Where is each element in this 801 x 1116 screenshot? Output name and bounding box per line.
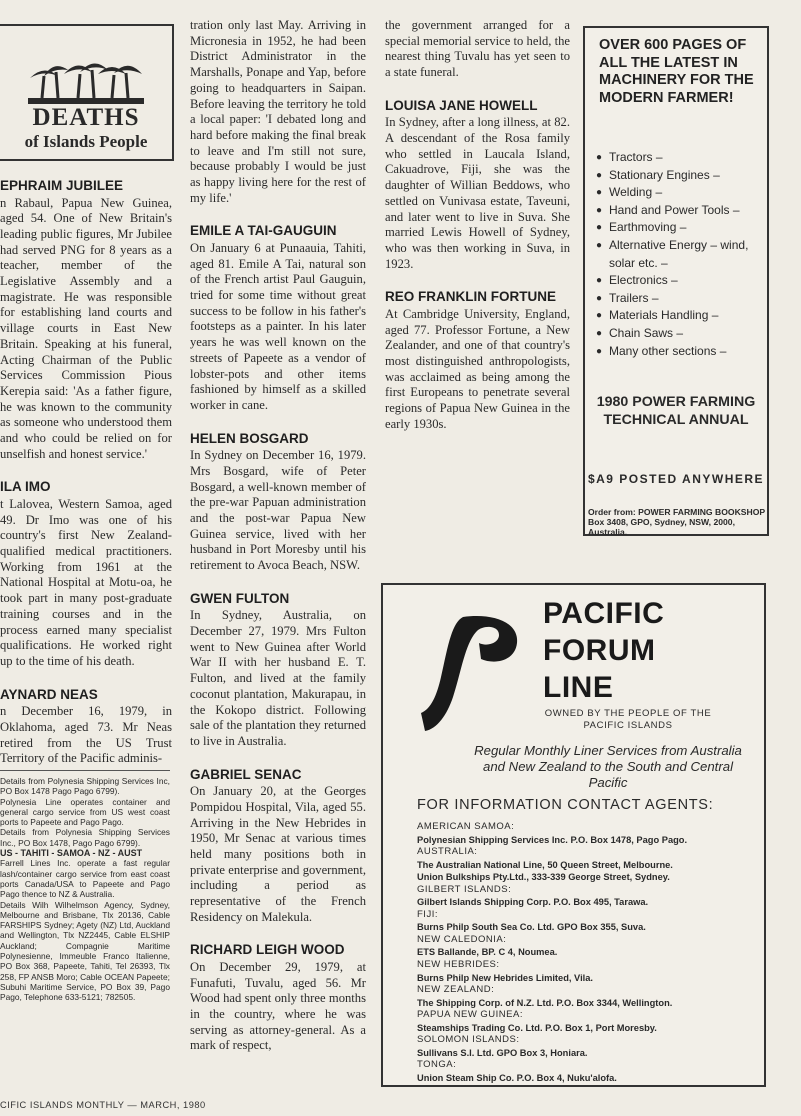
- obituary-text: tration only last May. Arriving in Micronesia in 1952, he had been District Administrator in the Marshalls, Ponape and Yap, before going to headquarters in Saipan. Before leaving the territory he told a local paper: 'I debated long and hard before making the final break to leave and I'm still not sure, because probably I would be just as happy living here for the rest of my life.': [190, 18, 366, 205]
- agent-country: NEW ZEALAND:: [417, 984, 495, 996]
- obituary-text: On December 29, 1979, at Funafuti, Tuvalu, aged 56. Mr Wood had spent only three months in the country, where he was serving as attorney-general. As a mark of respect,: [190, 959, 366, 1053]
- obituary-text: n Rabaul, Papua New Guinea, aged 54. One of New Britain's leading public figures, Mr Jubilee had served PNG for 8 years as a teacher, member of the Legislative Assembly and a magistrate. He was responsible for establishing land courts and village courts in East New Britain. Speaking at his funeral, Acting Chairman of the Public Services Commission Pious Kerepia said: 'As a father figure, he was known to the community as someone who understood them and who could be relied on for unselfish and honest service.': [0, 195, 172, 461]
- agent-list: [417, 821, 762, 1084]
- agent-entry: [417, 1009, 762, 1034]
- shipping-note: Polynesia Line operates container and general cargo service from US west coast ports to Papeete and Pago Pago.: [0, 796, 170, 828]
- obituary: [190, 942, 366, 1054]
- obituary-name: GWEN FULTON: [190, 590, 290, 606]
- shipping-note: Details Wilh Wilhelmson Agency, Sydney, Melbourne and Brisbane, Tlx 20136, Cable FARSHIPS Sydney; Agety (NZ) Ltd, Auckland and Wellington, Tlx NZ2445, Cable ELSHIP Auckland; Compagnie Maritime Polynesienne, Immeuble Franco Italienne, PO Box 368, Papeete, Tahiti, Tel 26393, Tlx 258, FP ANSB Moro; Cable OCEAN Papeete; Subuhi Maritime Service, PO Box 39, Pago Pago, Telephone 633-5121; 782505.: [0, 899, 170, 1003]
- agent-address: Gilbert Islands Shipping Corp. P.O. Box 495, Tarawa.: [417, 897, 649, 908]
- obituary-name: GABRIEL SENAC: [190, 766, 302, 782]
- deaths-subtitle: of Islands People: [24, 132, 148, 151]
- obituary-text: In Sydney, Australia, on December 27, 1979. Mrs Fulton went to New Guinea after World War II with her husband E. T. Fulton, and lived at the family coconut plantation, Makurapau, in the Kokopo district. Following sale of the plantation they returned to live in Australia.: [190, 608, 366, 748]
- shipping-note: Farrell Lines Inc. operate a fast regular lash/container cargo service from east coast ports Canada/USA to Papeete and Pago Pago thence to NZ & Australia.: [0, 858, 170, 900]
- deaths-header: [0, 24, 174, 161]
- list-item: ● Earthmoving –: [596, 219, 768, 237]
- obituary-name: RICHARD LEIGH WOOD: [190, 942, 345, 958]
- agent-country: FIJI:: [417, 908, 438, 920]
- obituary: [385, 289, 570, 432]
- company-name-line: PACIFIC: [543, 597, 665, 630]
- agent-country: AUSTRALIA:: [417, 846, 478, 858]
- list-item: ● Stationary Engines –: [596, 167, 768, 185]
- agent-address: The Shipping Corp. of N.Z. Ltd. P.O. Box 3344, Wellington.: [417, 997, 673, 1008]
- agent-address: Union Bulkships Pty.Ltd., 333-339 George Street, Sydney.: [417, 872, 670, 883]
- list-item: ● Materials Handling –: [596, 307, 768, 325]
- obituary-name: ILA IMO: [0, 479, 51, 495]
- agent-entry: [417, 984, 762, 1009]
- agent-address: Burns Philp New Hebrides Limited, Vila.: [417, 972, 593, 983]
- shipping-notes: [0, 776, 170, 1096]
- price: $A9 POSTED ANYWHERE: [587, 472, 765, 486]
- obituary: [190, 767, 366, 926]
- obituary-name: HELEN BOSGARD: [190, 430, 309, 446]
- ad-headline: OVER 600 PAGES OF ALL THE LATEST IN MACHINERY FOR THE MODERN FARMER!: [599, 37, 754, 106]
- ownership-note: OWNED BY THE PEOPLE OF THE PACIFIC ISLANDS: [544, 708, 712, 731]
- agent-entry: [417, 884, 762, 909]
- pacific-forum-line-ad: [381, 583, 766, 1087]
- column-3: [385, 18, 570, 563]
- agent-entry: [417, 1034, 762, 1059]
- obituary-name: EMILE A TAI-GAUGUIN: [190, 223, 337, 239]
- obituary-name: LOUISA JANE HOWELL: [385, 97, 538, 113]
- page-footer: CIFIC ISLANDS MONTHLY — MARCH, 1980: [0, 1100, 206, 1110]
- agent-entry: [417, 909, 762, 934]
- power-farming-ad: [583, 26, 769, 536]
- agent-country: NEW HEBRIDES:: [417, 959, 500, 971]
- obituary-text: In Sydney, after a long illness, at 82. A descendant of the Rosa family who settled in Laucala Island, Cakuadrove, Fiji, she was the daughter of Willian Beddows, who settled on Vunivasa estate, Taveuni, and later went to live in Suva. She married Lewis Howell of Sydney, who was then working in Suva, in 1923.: [385, 115, 570, 271]
- obituary-text: t Lalovea, Western Samoa, aged 49. Dr Imo was one of his country's first New Zealand-qualified medical practitioners. Working from 1961 at the National Hospital at Motu-oa, he took part in many post-graduate training courses and in the process earned many specialist qualifications. He worked right up to the time of his death.: [0, 496, 172, 668]
- obituary-text: the government arranged for a special memorial service to held, the nearest thing Tuvalu has yet seen to a state funeral.: [385, 18, 570, 80]
- obituary: [190, 591, 366, 750]
- obituary: [385, 98, 570, 273]
- shipping-note: Details from Polynesia Shipping Services Inc., PO Box 1478, Pago Pago 6799).: [0, 827, 170, 848]
- list-item: ● Electronics –: [596, 272, 768, 290]
- palm-trees-icon: [28, 58, 144, 104]
- obituary-text: n December 16, 1979, in Oklahoma, aged 73. Mr Neas retired from the US Trust Territory of the Pacific adminis-: [0, 704, 172, 766]
- list-item: ● Many other sections –: [596, 343, 768, 361]
- deaths-title: DEATHS: [32, 104, 140, 131]
- list-item: ● Trailers –: [596, 290, 768, 308]
- list-item: ● Chain Saws –: [596, 325, 768, 343]
- obituary-name: EPHRAIM JUBILEE: [0, 178, 124, 193]
- contact-heading: FOR INFORMATION CONTACT AGENTS:: [417, 797, 714, 813]
- agent-entry: [417, 959, 762, 984]
- company-name-line: LINE: [543, 671, 614, 704]
- shipping-route-heading: US - TAHITI - SAMOA - NZ - AUST: [0, 848, 143, 859]
- obituary: [0, 687, 172, 767]
- agent-country: SOLOMON ISLANDS:: [417, 1034, 520, 1046]
- agent-address: Steamships Trading Co. Ltd. P.O. Box 1, Port Moresby.: [417, 1022, 657, 1033]
- agent-country: NEW CALEDONIA:: [417, 933, 507, 945]
- obituary-text: At Cambridge University, England, aged 77. Professor Fortune, a New Zealander, and one of that country's most distinguished anthropologists, was acclaimed as being among the first Europeans to penetrate several regions of Papua New Guinea in the early 1930s.: [385, 306, 570, 431]
- agent-country: PAPUA NEW GUINEA:: [417, 1009, 523, 1021]
- agent-entry: [417, 846, 762, 884]
- list-item: ● Welding –: [596, 184, 768, 202]
- obituary-continued: [385, 18, 570, 81]
- list-item: ● Tractors –: [596, 149, 768, 167]
- obituary-name: AYNARD NEAS: [0, 686, 98, 702]
- obituary-text: In Sydney on December 16, 1979. Mrs Bosgard, wife of Peter Bosgard, a well-known member of the pre-war Papuan administration and the post-war Papua New Guinea service, lived with her husband in Port Moresby until his retirement to Avoca Beach, NSW.: [190, 448, 366, 573]
- agent-address: Sullivans S.I. Ltd. GPO Box 3, Honiara.: [417, 1047, 588, 1058]
- obituary-text: On January 6 at Punaauia, Tahiti, aged 81. Emile A Tai, natural son of the French artist Paul Gauguin, tried for some time without great success to be follow in his father's footsteps as a painter. In his later years he was well known on the streets of Papeete as a vendor of lobster-pots and other items fashioned by himself as a skilled worker in cane.: [190, 240, 366, 412]
- column-1: [0, 178, 172, 768]
- agent-address: The Australian National Line, 50 Queen Street, Melbourne.: [417, 859, 673, 870]
- agent-address: Polynesian Shipping Services Inc. P.O. Box 1478, Pago Pago.: [417, 834, 688, 845]
- obituary-name: REO FRANKLIN FORTUNE: [385, 289, 556, 305]
- agent-country: TONGA:: [417, 1059, 457, 1071]
- obituary-text: On January 20, at the Georges Pompidou Hospital, Vila, aged 55. Arriving in the New Hebrides in 1950, Mr Senac at various times held many positions both in private enterprise and government, including a period as representative of the French Residency on Malekula.: [190, 784, 366, 924]
- list-item: ● Alternative Energy – wind, solar etc. –: [596, 237, 768, 272]
- order-address: Order from: POWER FARMING BOOKSHOP Box 3408, GPO, Sydney, NSW, 2000, Australia.: [588, 507, 765, 537]
- agent-entry: [417, 1059, 762, 1084]
- column-2: [190, 18, 366, 1096]
- agent-address: Burns Philp South Sea Co. Ltd. GPO Box 355, Suva.: [417, 922, 646, 933]
- agent-address: Union Steam Ship Co. P.O. Box 4, Nuku'alofa.: [417, 1072, 617, 1083]
- shipping-note: Details from Polynesia Shipping Services Inc, PO Box 1478 Pago Pago 6799).: [0, 776, 170, 797]
- ad-section-list: [596, 149, 768, 360]
- obituary: [0, 178, 172, 462]
- service-tagline: Regular Monthly Liner Services from Australia and New Zealand to the South and Central Pacific: [474, 743, 742, 790]
- agent-country: AMERICAN SAMOA:: [417, 821, 515, 832]
- divider: [0, 770, 170, 771]
- agent-entry: [417, 821, 762, 846]
- list-item: ● Hand and Power Tools –: [596, 202, 768, 220]
- pacific-forum-logo-icon: [421, 613, 521, 733]
- obituary: [0, 479, 172, 669]
- company-name-line: FORUM: [543, 634, 656, 667]
- obituary: [190, 431, 366, 574]
- agent-entry: [417, 934, 762, 959]
- obituary: [190, 223, 366, 413]
- obituary-continued: [190, 18, 366, 206]
- company-name: [543, 595, 743, 706]
- agent-country: GILBERT ISLANDS:: [417, 883, 512, 895]
- agent-address: ETS Ballande, BP. C 4, Noumea.: [417, 947, 558, 958]
- annual-title: 1980 POWER FARMING TECHNICAL ANNUAL: [596, 394, 756, 428]
